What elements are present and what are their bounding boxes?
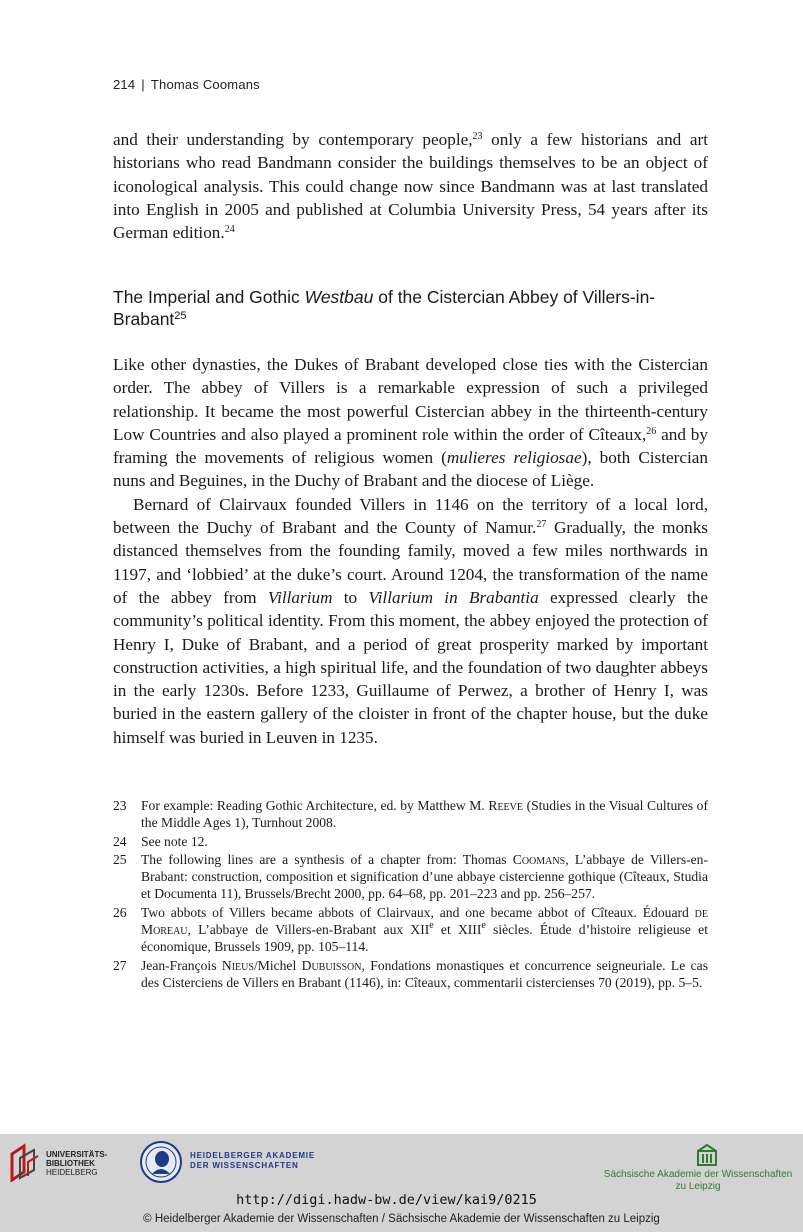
footnote-ref-27[interactable]: 27 — [536, 519, 547, 531]
text-run: et XIII — [433, 922, 482, 938]
running-author: Thomas Coomans — [150, 77, 260, 92]
author-name: Reeve — [488, 798, 523, 813]
saxon-line: zu Leipzig — [675, 1181, 721, 1192]
heading-run: The Imperial and Gothic — [113, 287, 305, 307]
academy-seal-icon[interactable] — [139, 1140, 183, 1189]
paragraph-2 — [113, 493, 708, 749]
author-name: Nieus — [221, 957, 254, 973]
text-run: , L’abbaye de Villers-en-Brabant: construction, composition et signification d’une abbaye cistercienne gothique (Cîteaux, Studia et Documenta 11), Brussels/Brecht 2000, pp. 64–68, pp. 201–223 and pp. 256–257. — [141, 851, 708, 902]
text-run: , Fondations monastiques et concurrence seigneuriale. Le cas des Cisterciens de Villers en Brabant (1146), in: Cîteaux, commentarii cistercienses 70 (2019), pp. 5–5. — [141, 957, 709, 990]
footnote-ref-23[interactable]: 23 — [472, 131, 483, 142]
permalink-url[interactable]: http://digi.hadw-bw.de/view/kai9/0215 — [236, 1192, 537, 1208]
footnote-text — [141, 851, 708, 903]
text-run: /Michel — [253, 957, 302, 973]
italic-run: Villarium — [267, 587, 333, 607]
text-run: For example: Reading Gothic Architecture, ed. by Matthew M. — [141, 798, 489, 813]
footnote-ref-24[interactable]: 24 — [224, 224, 235, 236]
footnote-text — [141, 904, 708, 956]
copyright-notice: © Heidelberger Akademie der Wissenschaften / Sächsische Akademie der Wissenschaften zu Leipzig — [143, 1213, 660, 1225]
academy-line: DER WISSENSCHAFTEN — [190, 1161, 299, 1170]
footnote-23 — [113, 797, 708, 832]
footnote-ref-25[interactable]: 25 — [174, 310, 187, 322]
heading-run: of the Cistercian Abbey of Villers-in-Brabant — [113, 287, 656, 329]
text-run: Jean-François — [141, 957, 222, 973]
footnote-number: 26 — [113, 904, 127, 920]
heading-italic: Westbau — [304, 287, 374, 307]
ub-line: UNIVERSITÄTS- — [46, 1150, 108, 1159]
page-number: 214 — [113, 77, 136, 92]
footnote-number: 23 — [113, 798, 127, 813]
author-name: Dubuisson — [301, 957, 362, 973]
footnote-27 — [113, 957, 708, 992]
ub-line: HEIDELBERG — [46, 1168, 98, 1177]
academy-line: HEIDELBERGER AKADEMIE — [190, 1151, 315, 1160]
italic-run: mulieres religiosae — [446, 448, 582, 468]
section-heading — [113, 286, 673, 330]
text-run: to — [332, 587, 369, 607]
footnote-number: 25 — [113, 851, 127, 867]
footnote-text: See note 12. — [141, 833, 208, 849]
text-run: , L’abbaye de Villers-en-Brabant aux XII — [187, 922, 430, 938]
footnote-text — [141, 957, 708, 992]
footnote-ref-26[interactable]: 26 — [646, 425, 657, 437]
text-run: Like other dynasties, the Dukes of Brabant developed close ties with the Cistercian order. The abbey of Villers is a remarkable expression of such a privileged relationship. It became the most powerful Cistercian abbey in the thirteenth-century Low Countries and also played a prominent role within the order of Cîteaux, — [113, 355, 708, 444]
superscript: e — [429, 920, 434, 932]
text-run: Two abbots of Villers became abbots of Clairvaux, and one became abbot of Cîteaux. Édouard — [141, 904, 695, 920]
footnote-25 — [113, 851, 708, 903]
author-name: de Moreau — [141, 904, 708, 938]
paragraph-1 — [113, 353, 708, 493]
body-text — [113, 353, 708, 749]
italic-run: Villarium in Brabantia — [368, 587, 539, 607]
footnotes — [113, 797, 708, 992]
text-run: and by framing the movements of religious women ( — [113, 424, 708, 468]
running-header — [113, 77, 260, 92]
saxon-line: Sächsische Akademie der Wissenschaften — [603, 1169, 793, 1180]
university-library-name — [46, 1150, 107, 1177]
text-run: expressed clearly the community’s political identity. From this moment, the abbey enjoyed the protection of Henry I, Duke of Brabant, and a period of great prosperity marked by important construction activities, a high spiritual life, and the foundation of two daughter abbeys in the early 1230s. Before 1233, Guillaume of Perwez, a brother of Henry I, was buried in the eastern gallery of the cloister in front of the chapter house, but the duke himself was buried in Leuven in 1235. — [113, 587, 709, 747]
footnote-number: 24 — [113, 833, 127, 849]
text-run: and their understanding by contemporary people, — [113, 130, 473, 149]
text-run: (Studies in the Visual Cultures of the Middle Ages 1), Turnhout 2008. — [141, 798, 708, 831]
footnote-number: 27 — [113, 957, 127, 973]
text-run: Bernard of Clairvaux founded Villers in 1146 on the territory of a local lord, between the Duchy of Brabant and the County of Namur. — [113, 494, 708, 538]
footnote-26 — [113, 904, 708, 956]
academy-name — [190, 1151, 315, 1171]
intro-paragraph — [113, 128, 708, 244]
text-run: siècles. Étude d’histoire religieuse et économique, Brussels 1909, pp. 105–114. — [141, 922, 708, 955]
superscript: e — [481, 920, 486, 932]
digitization-footer — [0, 1134, 803, 1232]
text-run: only a few historians and art historians who read Bandmann consider the buildings themselves to be an object of iconological analysis. This could change now since Bandmann was at last translated into English in 2005 and published at Columbia University Press, 54 years after its German edition. — [113, 130, 709, 243]
header-separator: | — [141, 77, 145, 92]
saxon-academy-name — [603, 1169, 793, 1193]
university-library-logo-icon[interactable] — [8, 1142, 42, 1187]
footnote-24 — [113, 833, 708, 850]
footnote-text — [141, 797, 708, 832]
text-run: Gradually, the monks distanced themselves from the founding family, moved a few miles northwards in 1197, and ‘lobbied’ at the duke’s court. Around 1204, the transformation of the name of the abbey from — [113, 518, 708, 607]
text-run: ), both Cistercian nuns and Beguines, in the Duchy of Brabant and the diocese of Liège. — [113, 448, 708, 491]
text-run: The following lines are a synthesis of a chapter from: Thomas — [141, 851, 513, 867]
saxon-academy-logo-icon[interactable] — [696, 1143, 718, 1172]
author-name: Coomans — [512, 851, 566, 867]
ub-line: BIBLIOTHEK — [46, 1159, 95, 1168]
